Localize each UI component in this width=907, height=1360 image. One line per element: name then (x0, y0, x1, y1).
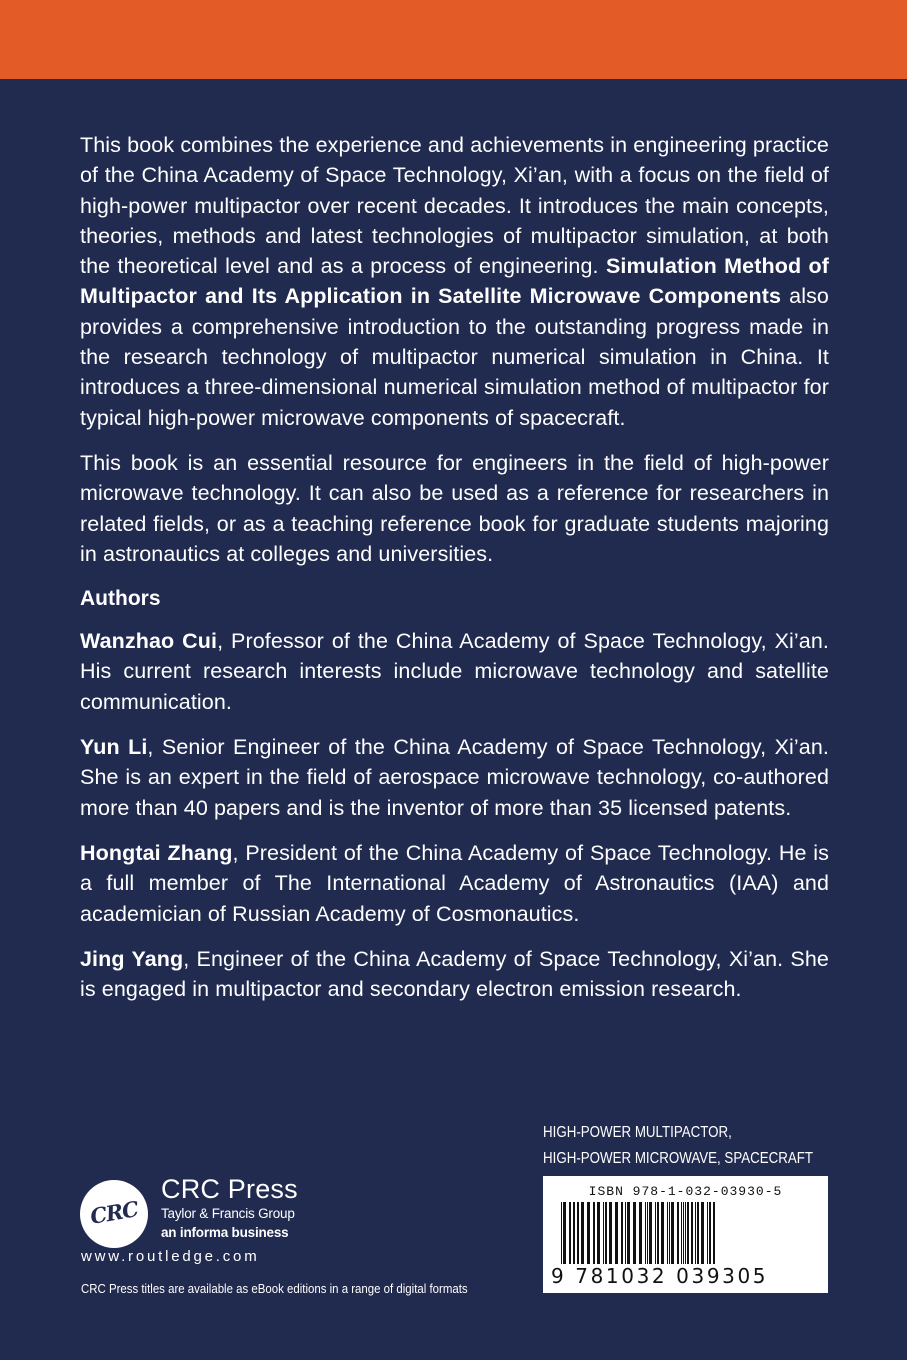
barcode-bar (561, 1202, 562, 1264)
barcode-bar (569, 1202, 571, 1264)
author-description: , Professor of the China Academy of Space Technology, Xi’an. His current research interests include microwave technology and satellite communication. (80, 629, 829, 714)
barcode-bar (683, 1202, 684, 1264)
author-name: Jing Yang (80, 946, 184, 971)
barcode-bar (645, 1202, 646, 1264)
barcode-bar (647, 1202, 648, 1264)
barcode-bar (593, 1202, 595, 1264)
barcode-bar (685, 1202, 686, 1264)
barcode-bar (577, 1202, 579, 1264)
barcode-bar (681, 1202, 682, 1264)
barcode-bar (633, 1202, 636, 1264)
book-title: Simulation Method of Multipactor and Its Application in Satellite Microwave Components (80, 254, 830, 309)
barcode-bar (657, 1202, 659, 1264)
barcode-bar (701, 1202, 704, 1264)
barcode-bar (625, 1202, 626, 1264)
description-text: This book combines the experience and achievements in engineering practice of the China Academy of Space Technology, Xi’an, with a focus on the field of high-power multipactor over recent decades. It introduces the main concepts, theories, methods and latest technologies of multipactor simulation, at both the theoretical level and as a process of engineering. (80, 133, 829, 279)
author-name: Hongtai Zhang (80, 840, 233, 865)
barcode-bar (609, 1202, 612, 1264)
barcode-bar (603, 1202, 604, 1264)
authors-heading: Authors (80, 587, 161, 611)
isbn-barcode (543, 1176, 828, 1293)
barcode-bar (649, 1202, 652, 1264)
subject-categories (543, 1120, 813, 1172)
publisher-name: CRC Press (161, 1174, 298, 1204)
barcode-bars (561, 1202, 811, 1264)
author-name: Wanzhao Cui (80, 629, 218, 654)
barcode-bar (671, 1202, 674, 1264)
barcode-bar (587, 1202, 590, 1264)
barcode-bar (615, 1202, 618, 1264)
barcode-bar (695, 1202, 696, 1264)
description-paragraph-2: This book is an essential resource for engineers in the field of high-power microwave technology. It can also be used as a reference for researchers in related fields, or as a teaching reference book for graduate students majoring in astronautics at colleges and universities. (80, 450, 829, 566)
barcode-bar (667, 1202, 668, 1264)
author-description: , Engineer of the China Academy of Space Technology, Xi’an. She is engaged in multipactor and secondary electron emission research. (80, 946, 829, 1002)
author-bio (80, 732, 829, 823)
description-text: also provides a comprehensive introduction to the outstanding progress made in the research technology of multipactor numerical simulation in China. It introduces a three-dimensional numerical simulation method of multipactor for typical high-power microwave components of spacecraft. (80, 284, 829, 430)
author-bio (80, 626, 829, 717)
barcode-bar (709, 1202, 711, 1264)
ean-digits: 9 781032 039305 (551, 1264, 769, 1288)
barcode-bar (605, 1202, 607, 1264)
barcode-bar (621, 1202, 623, 1264)
barcode-bar (687, 1202, 689, 1264)
author-bio (80, 838, 829, 929)
barcode-bar (655, 1202, 656, 1264)
barcode-bar (713, 1202, 715, 1264)
publisher-group: Taylor & Francis Group (161, 1206, 295, 1221)
top-color-band (0, 0, 907, 79)
barcode-bar (691, 1202, 693, 1264)
publisher-url: www.routledge.com (81, 1248, 260, 1265)
barcode-bar (677, 1202, 679, 1264)
back-cover-text (80, 130, 829, 1019)
publisher-info (161, 1174, 298, 1242)
barcode-bar (573, 1202, 575, 1264)
barcode-bar (697, 1202, 699, 1264)
ebook-note: CRC Press titles are available as eBook editions in a range of digital formats (81, 1281, 468, 1296)
crc-logo-icon (80, 1180, 148, 1248)
barcode-bar (627, 1202, 630, 1264)
isbn-label: ISBN 978-1-032-03930-5 (588, 1184, 783, 1199)
crc-logo-text: CRC (88, 1196, 140, 1229)
barcode-bar (707, 1202, 708, 1264)
subject-line: HIGH-POWER MULTIPACTOR, (543, 1124, 732, 1141)
author-description: , Senior Engineer of the China Academy of Space Technology, Xi’an. She is an expert in the field of aerospace microwave technology, co-authored more than 40 papers and is the inventor of more than 35 licensed patents. (80, 735, 829, 820)
subject-line: HIGH-POWER MICROWAVE, SPACECRAFT (543, 1150, 814, 1167)
barcode-bar (661, 1202, 664, 1264)
barcode-bar (581, 1202, 584, 1264)
author-bio (80, 944, 829, 1005)
author-description: , President of the China Academy of Space Technology. He is a full member of The International Academy of Astronautics (IAA) and academician of Russian Academy of Cosmonautics. (80, 840, 830, 926)
barcode-bar (597, 1202, 600, 1264)
barcode-bar (563, 1202, 566, 1264)
description-paragraph-1 (80, 130, 829, 433)
barcode-bar (669, 1202, 670, 1264)
barcode-bar (639, 1202, 642, 1264)
author-name: Yun Li (80, 735, 148, 760)
publisher-tagline: an informa business (161, 1225, 289, 1240)
